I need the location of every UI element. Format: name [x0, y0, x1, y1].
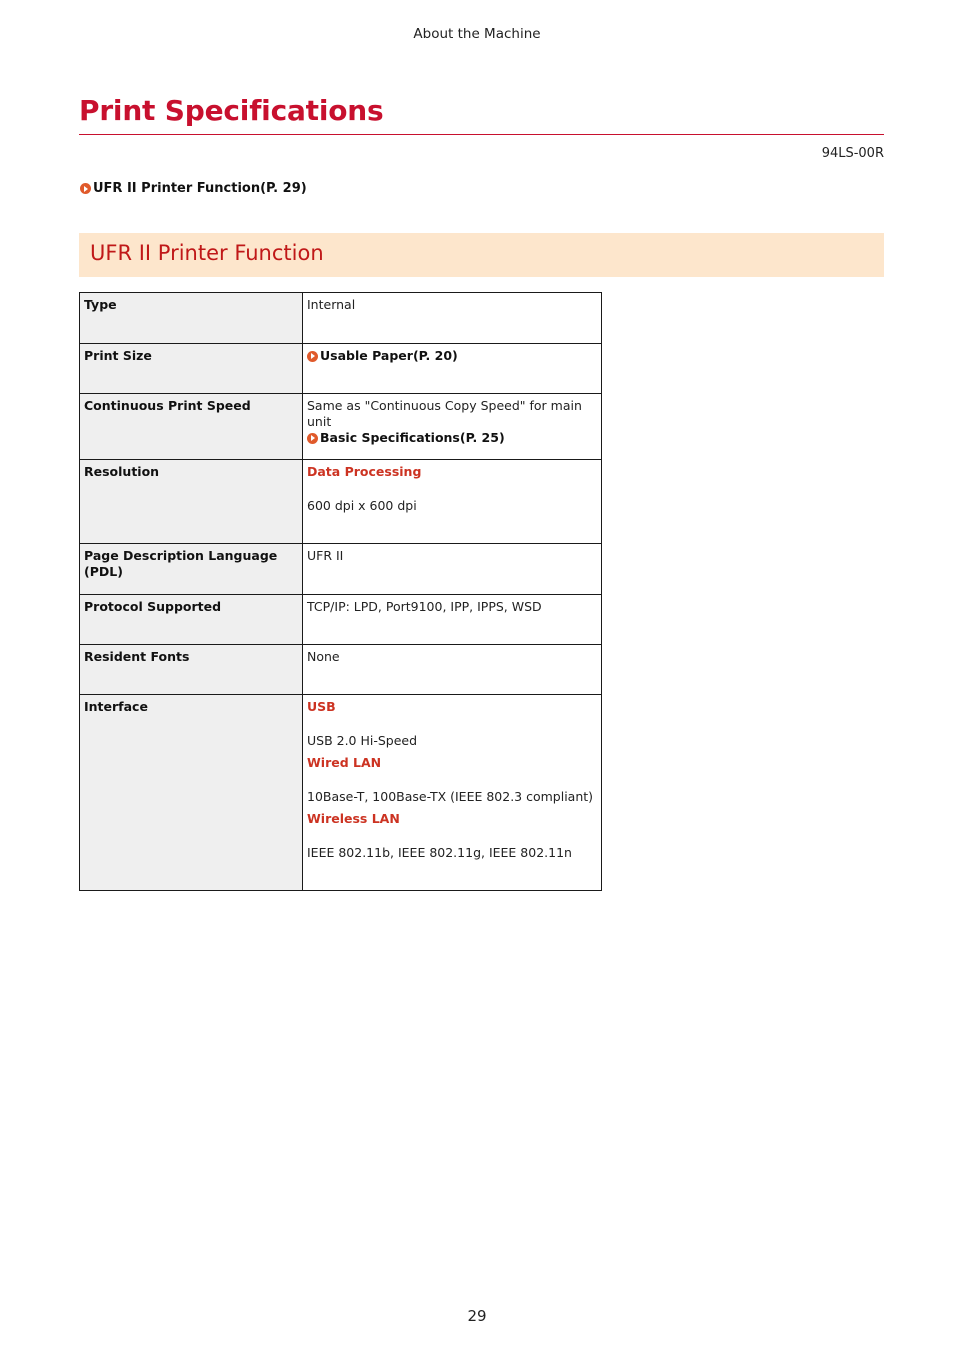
- value-text: IEEE 802.11b, IEEE 802.11g, IEEE 802.11n: [307, 845, 572, 860]
- arrow-circle-icon: [307, 433, 318, 444]
- row-label: Type: [80, 293, 303, 344]
- row-value: UFR II: [303, 544, 602, 595]
- usable-paper-link[interactable]: [307, 348, 458, 364]
- section-title: UFR II Printer Function: [90, 241, 324, 265]
- table-row: [80, 544, 602, 595]
- arrow-circle-icon: [307, 351, 318, 362]
- row-value: [303, 344, 602, 394]
- table-row: [80, 645, 602, 695]
- page-title: Print Specifications: [79, 94, 384, 127]
- row-value: [303, 460, 602, 544]
- spec-table: [79, 292, 602, 891]
- row-label: Continuous Print Speed: [80, 394, 303, 460]
- value-text: 10Base-T, 100Base-TX (IEEE 802.3 compliant): [307, 789, 594, 804]
- table-row: [80, 460, 602, 544]
- row-label: Interface: [80, 695, 303, 891]
- row-value: Internal: [303, 293, 602, 344]
- basic-specifications-link[interactable]: [307, 430, 505, 446]
- running-header: About the Machine: [413, 26, 541, 42]
- table-row: [80, 695, 602, 891]
- toc-link-ufr-ii[interactable]: [80, 181, 307, 196]
- table-row: [80, 595, 602, 645]
- subheading: Wireless LAN: [307, 811, 400, 826]
- table-row: [80, 394, 602, 460]
- subheading: USB: [307, 699, 336, 714]
- table-row: [80, 344, 602, 394]
- row-label: Resolution: [80, 460, 303, 544]
- table-row: [80, 293, 602, 344]
- row-label: Protocol Supported: [80, 595, 303, 645]
- row-label: Resident Fonts: [80, 645, 303, 695]
- document-id: 94LS-00R: [821, 146, 884, 161]
- subheading: Data Processing: [307, 464, 422, 479]
- row-value: [303, 394, 602, 460]
- page-number: 29: [467, 1307, 487, 1325]
- arrow-circle-icon: [80, 183, 91, 194]
- row-value: TCP/IP: LPD, Port9100, IPP, IPPS, WSD: [303, 595, 602, 645]
- speed-text: Same as "Continuous Copy Speed" for main unit: [307, 398, 582, 429]
- title-divider: [79, 134, 884, 135]
- row-value: None: [303, 645, 602, 695]
- link-label: Basic Specifications(P. 25): [320, 430, 505, 445]
- row-label: Page Description Language (PDL): [80, 544, 303, 595]
- row-value: [303, 695, 602, 891]
- subheading: Wired LAN: [307, 755, 382, 770]
- row-label: Print Size: [80, 344, 303, 394]
- toc-link-label: UFR II Printer Function(P. 29): [93, 181, 307, 196]
- section-header: [79, 233, 884, 277]
- value-text: 600 dpi x 600 dpi: [307, 498, 417, 513]
- value-text: USB 2.0 Hi-Speed: [307, 733, 418, 748]
- link-label: Usable Paper(P. 20): [320, 348, 458, 363]
